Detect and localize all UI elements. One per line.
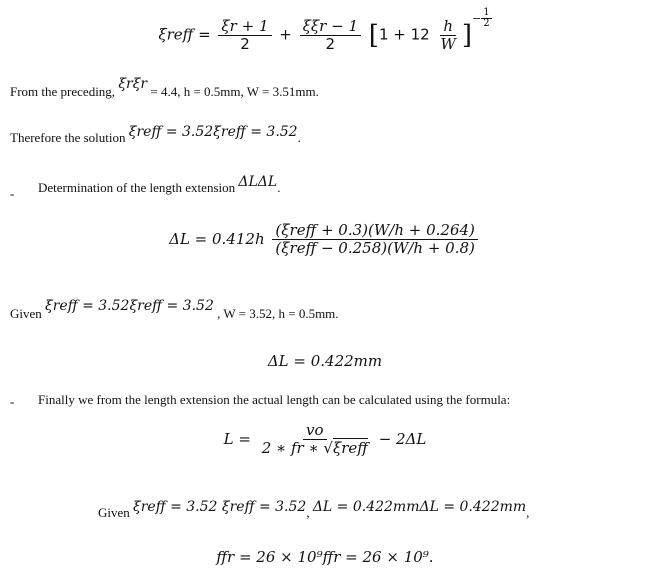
line-solution: Therefore the solution ξreff = 3.52ξreff = 3.52. xyxy=(10,124,301,145)
eq4-lhs: L = xyxy=(223,429,251,448)
eq1-fraction-a xyxy=(218,18,271,54)
bullet1-dash: - xyxy=(10,186,15,201)
solution-prefix: Therefore the solution xyxy=(10,130,126,145)
equation-length-extension xyxy=(0,222,650,258)
eq1-b-denominator: 2 xyxy=(325,35,336,53)
eq1-b-numerator: ξξr − 1 xyxy=(300,18,361,36)
bullet2-text: Finally we from the length extension the actual length can be calculated using the formula: xyxy=(38,392,511,407)
eq1-h: h xyxy=(440,18,456,36)
equation-effective-permittivity: ξreff = $\frac{\xi r + 1}{2}$ + $\frac{\text{ξξr − 1}}{2}$ [1 + 12 $\frac{h}{W}$ ]$^{- \frac{1}{2}}$ xyxy=(158,7,490,53)
bullet1-text-line: Determination of the length extension ΔLΔL. xyxy=(38,174,281,195)
eq4-root: ξreff xyxy=(332,439,368,458)
bullet2-dash: - xyxy=(10,394,15,409)
eq1-w: W xyxy=(440,35,456,53)
line-given-1 xyxy=(10,298,339,322)
eq4-fraction xyxy=(259,422,371,458)
eq1-fraction-h-over-w xyxy=(437,18,458,54)
bullet1-symbol: ΔLΔL xyxy=(238,174,278,190)
given2-prefix: Given xyxy=(98,505,130,520)
eq2-lhs: ΔL = 0.412h xyxy=(169,229,265,248)
equation-frequency: ffr = 26 × 10⁹ffr = 26 × 10⁹. xyxy=(216,548,434,566)
given1-values: , W = 3.52, h = 0.5mm. xyxy=(217,306,339,321)
equation-delta-l-result: ΔL = 0.422mm xyxy=(267,352,383,370)
given1-expression: ξreff = 3.52ξreff = 3.52 xyxy=(45,298,214,314)
eq4-numerator: vo xyxy=(303,422,327,440)
eq4-rhs: − 2ΔL xyxy=(378,429,427,448)
eq2-denominator: (ξreff − 0.258)(W/h + 0.8) xyxy=(275,239,475,258)
given1-prefix: Given xyxy=(10,306,42,321)
line-preceding xyxy=(10,76,319,100)
eq1-exponent: − 1 2 xyxy=(472,7,490,29)
eq1-lhs: ξreff xyxy=(158,25,194,44)
eq1-a-numerator: ξr + 1 xyxy=(218,18,271,36)
given2-expression-2: ΔL = 0.422mmΔL = 0.422mm xyxy=(312,499,527,515)
eq1-fraction-b xyxy=(300,18,361,54)
solution-expression: ξreff = 3.52ξreff = 3.52 xyxy=(128,124,298,140)
preceding-prefix: From the preceding, xyxy=(10,84,116,99)
preceding-symbol: ξrξr xyxy=(118,76,148,92)
bullet1-text: Determination of the length extension xyxy=(38,180,236,195)
eq2-numerator: (ξreff + 0.3)(W/h + 0.264) xyxy=(272,222,477,240)
eq1-a-denominator: 2 xyxy=(240,35,250,53)
eq2-fraction xyxy=(272,222,477,258)
given2-expression-1: ξreff = 3.52 ξreff = 3.52 xyxy=(133,499,307,515)
eq1-bracket-expression: 1 + 12 xyxy=(378,25,430,44)
line-given-2: Given ξreff = 3.52 ξreff = 3.52, ΔL = 0.422mmΔL = 0.422mm, xyxy=(98,499,530,520)
equation-actual-length xyxy=(0,422,650,458)
eq4-denominator: 2 ∗ fr ∗ √ξreff xyxy=(261,439,368,458)
preceding-values: = 4.4, h = 0.5mm, W = 3.51mm. xyxy=(150,84,319,99)
eq5-text: ffr = 26 × 10⁹ffr = 26 × 10⁹ xyxy=(216,548,429,566)
